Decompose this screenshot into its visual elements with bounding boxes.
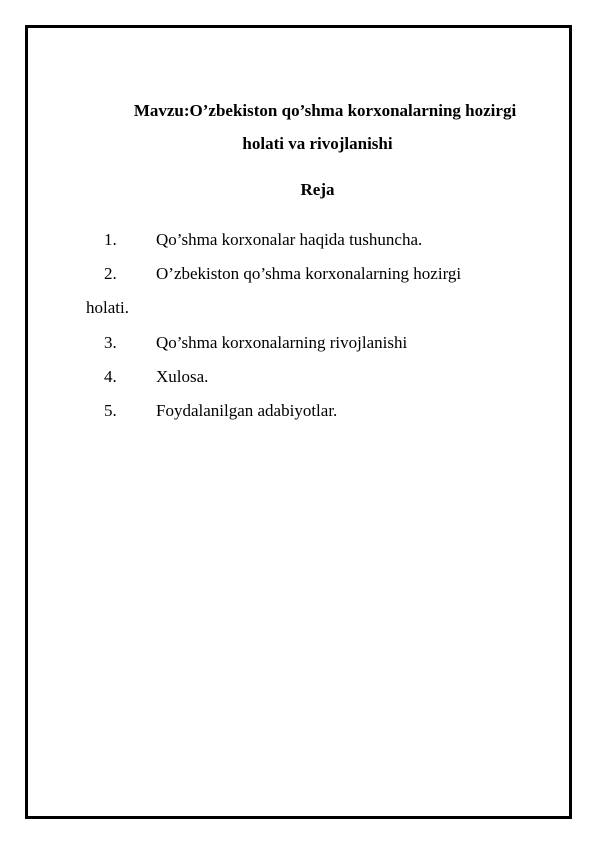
plan-item-text: Qo’shma korxonalar haqida tushuncha. [156,230,423,249]
plan-item-text: O’zbekiston qo’shma korxonalarning hozirgi [156,264,462,283]
plan-item-number: 3. [104,333,117,352]
plan-item-number: 4. [104,367,117,386]
plan-item-number: 5. [104,401,117,420]
plan-item-number: 2. [104,264,117,283]
plan-item-text: Foydalanilgan adabiyotlar. [156,401,338,420]
plan-item-number: 1. [104,230,117,249]
document-title-line2: holati va rivojlanishi [242,134,393,153]
plan-item-2-continuation: holati. [86,298,129,317]
document-title-line1: Mavzu:O’zbekiston qo’shma korxonalarning hozirgi [133,101,517,120]
plan-heading: Reja [300,180,335,199]
plan-item-text: Qo’shma korxonalarning rivojlanishi [156,333,408,352]
plan-item-text: Xulosa. [156,367,209,386]
